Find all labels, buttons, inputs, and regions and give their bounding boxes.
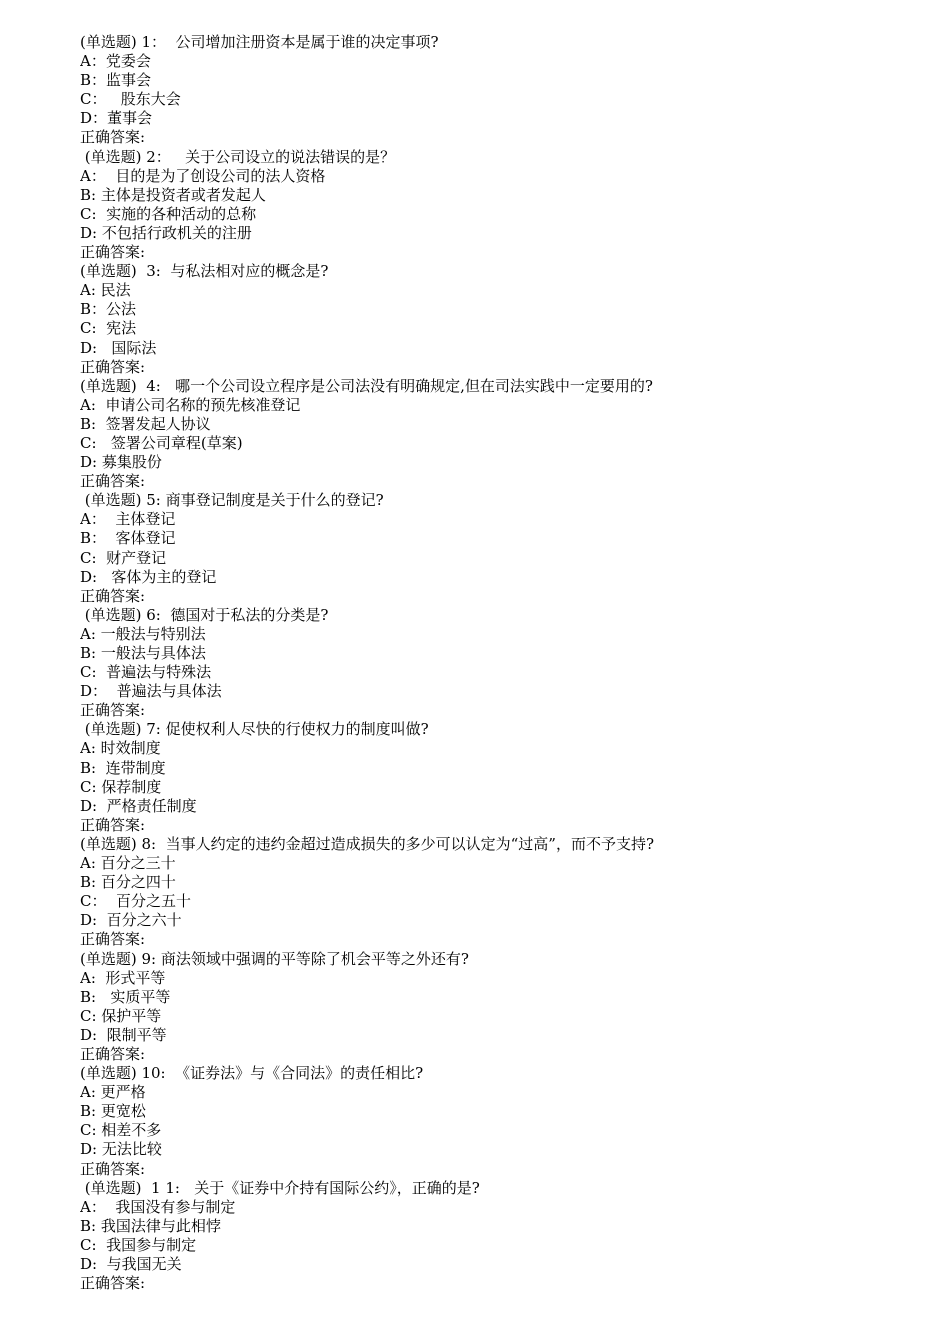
- option-a: A： 我国没有参与制定: [80, 1197, 236, 1216]
- question-stem: (单选题) 4: 哪一个公司设立程序是公司法没有明确规定,但在司法实践中一定要用的?: [80, 376, 653, 395]
- question-8: [80, 835, 940, 950]
- option-a: A：党委会: [80, 52, 151, 71]
- option-b: B: 一般法与具体法: [80, 644, 206, 662]
- question-stem: (单选题) 7: 促使权利人尽快的行使权力的制度叫做?: [80, 720, 429, 739]
- answer-label: 正确答案:: [80, 1044, 146, 1063]
- option-d: D: 无法比较: [80, 1140, 162, 1159]
- option-d: D: 募集股份: [80, 453, 162, 472]
- question-stem: (单选题) 1： 公司增加注册资本是属于谁的决定事项?: [80, 33, 439, 51]
- answer-label: 正确答案:: [80, 357, 146, 376]
- option-c: C: 保荐制度: [80, 777, 162, 796]
- option-b: B: 更宽松: [80, 1102, 146, 1121]
- answer-label: 正确答案:: [80, 701, 146, 720]
- option-d: D：董事会: [80, 109, 153, 128]
- option-d: D: 国际法: [80, 338, 157, 357]
- question-6: [80, 606, 940, 721]
- question-3: [80, 262, 940, 377]
- option-d: D: 百分之六十: [80, 911, 182, 930]
- answer-label: 正确答案:: [80, 128, 146, 147]
- question-9: [80, 950, 940, 1065]
- option-d: D: 不包括行政机关的注册: [80, 223, 252, 242]
- option-c: C： 股东大会: [80, 90, 181, 109]
- question-1: [80, 33, 940, 148]
- option-c: C: 实施的各种活动的总称: [80, 204, 257, 223]
- answer-label: 正确答案:: [80, 1159, 146, 1178]
- option-d: D： 普遍法与具体法: [80, 682, 222, 701]
- option-c: C: 普遍法与特殊法: [80, 663, 212, 682]
- answer-label: 正确答案:: [80, 472, 146, 491]
- option-c: C: 宪法: [80, 319, 137, 338]
- option-a: A: 一般法与特别法: [80, 624, 206, 643]
- option-a: A: 时效制度: [80, 739, 161, 758]
- option-b: B：监事会: [80, 71, 152, 90]
- option-b: B: 实质平等: [80, 987, 171, 1006]
- option-a: A： 目的是为了创设公司的法人资格: [80, 166, 326, 185]
- answer-label: 正确答案:: [80, 243, 146, 262]
- question-2: [80, 148, 940, 263]
- option-b: B：公法: [80, 300, 137, 319]
- option-b: B： 客体登记: [80, 529, 176, 548]
- answer-label: 正确答案:: [80, 930, 146, 949]
- question-10: [80, 1064, 940, 1179]
- option-b: B: 百分之四十: [80, 873, 176, 892]
- question-4: [80, 377, 940, 492]
- question-7: [80, 720, 940, 835]
- option-b: B: 连带制度: [80, 758, 166, 777]
- question-stem: (单选题) 10: 《证券法》与《合同法》的责任相比?: [80, 1064, 424, 1083]
- question-stem: (单选题) 5: 商事登记制度是关于什么的登记?: [80, 491, 384, 510]
- option-a: A： 主体登记: [80, 510, 176, 529]
- option-a: A: 形式平等: [80, 968, 166, 987]
- option-c: C: 签署公司章程(草案): [80, 433, 243, 452]
- question-stem: (单选题) 2： 关于公司设立的说法错误的是？: [80, 147, 396, 166]
- option-b: B: 主体是投资者或者发起人: [80, 185, 266, 204]
- option-a: A: 百分之三十: [80, 854, 176, 873]
- option-b: B: 签署发起人协议: [80, 414, 211, 433]
- option-a: A: 申请公司名称的预先核准登记: [80, 395, 301, 414]
- option-d: D: 限制平等: [80, 1025, 167, 1044]
- option-d: D: 客体为主的登记: [80, 567, 217, 586]
- option-d: D: 与我国无关: [80, 1255, 182, 1273]
- option-d: D: 严格责任制度: [80, 796, 197, 815]
- question-stem: (单选题) 9: 商法领域中强调的平等除了机会平等之外还有?: [80, 949, 469, 968]
- question-stem: (单选题) 1 1: 关于《证券中介持有国际公约》，正确的是?: [80, 1178, 480, 1197]
- answer-label: 正确答案:: [80, 586, 146, 605]
- question-stem: (单选题) 8: 当事人约定的违约金超过造成损失的多少可以认定为“过高”，而不予支持?: [80, 834, 654, 853]
- question-list: [80, 33, 940, 1293]
- option-c: C: 相差不多: [80, 1121, 162, 1140]
- answer-label: 正确答案:: [80, 815, 146, 834]
- question-stem: (单选题) 6: 德国对于私法的分类是?: [80, 605, 329, 624]
- question-5: [80, 491, 940, 606]
- answer-label: 正确答案:: [80, 1274, 146, 1293]
- option-b: B: 我国法律与此相悖: [80, 1216, 221, 1235]
- option-c: C： 百分之五十: [80, 892, 192, 911]
- option-c: C: 财产登记: [80, 548, 167, 567]
- option-c: C: 我国参与制定: [80, 1235, 197, 1254]
- question-11: [80, 1179, 940, 1294]
- option-a: A: 更严格: [80, 1083, 146, 1102]
- option-a: A: 民法: [80, 281, 131, 300]
- option-c: C: 保护平等: [80, 1006, 162, 1025]
- question-stem: (单选题) 3: 与私法相对应的概念是?: [80, 262, 329, 281]
